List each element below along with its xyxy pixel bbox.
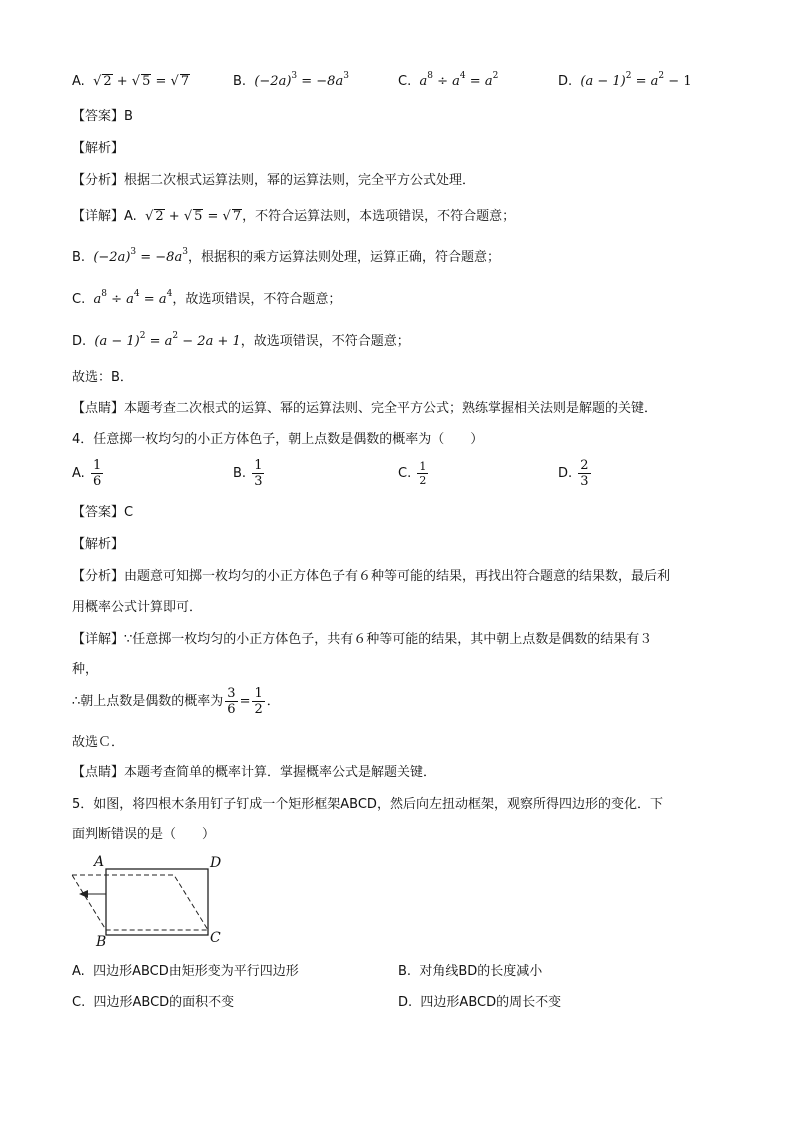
q5-option-d: D. 四边形ABCD的周长不变: [398, 995, 562, 1010]
answer-label: 【答案】: [72, 505, 125, 520]
q4-option-a: A. $\frac{1}{6}$: [72, 458, 102, 489]
vertex-label-b: B: [96, 934, 107, 950]
q3-option-c: C. $a^8 \div a^4 = a^2$: [398, 71, 499, 89]
answer-label: 【答案】: [72, 109, 125, 124]
q3-dianjing: 【点睛】本题考查二次根式的运算、幂的运算法则、完全平方公式；熟练掌握相关法则是解题的关键．: [72, 401, 658, 416]
q3-analysis-label: 【解析】: [72, 141, 125, 156]
q4-result: ∴朝上点数是偶数的概率为 $\frac{3}{6}$ = $\frac{1}{2}$ ．: [72, 686, 280, 717]
q3-option-a: A. √ 2 + √ 5 = √ 7: [72, 74, 190, 89]
q4-analysis-label: 【解析】: [72, 537, 125, 552]
vertex-label-c: C: [210, 930, 221, 946]
q4-xiangjie-line1: 【详解】∵任意掷一枚均匀的小正方体色子，共有６种等可能的结果，其中朝上点数是偶数的结果有３: [72, 632, 653, 647]
q4-answer: [72, 503, 133, 523]
q5-option-b: B. 对角线BD的长度减小: [398, 964, 543, 979]
q3-detail-a: 【详解】A. √ 2 + √ 5 = √ 7，不符合运算法则，本选项错误，不符合题意；: [72, 209, 516, 224]
q4-option-d: D. $\frac{2}{3}$: [558, 458, 589, 489]
q5-stem-line1: 5．如图，将四根木条用钉子钉成一个矩形框架ABCD，然后向左扭动框架，观察所得四边形的变化．下: [72, 797, 663, 812]
q3-choice: 故选：B．: [72, 370, 133, 385]
vertex-label-a: A: [94, 854, 105, 870]
q3-fenxi: 【分析】根据二次根式运算法则，幂的运算法则，完全平方公式处理．: [72, 173, 476, 188]
q3-option-b: B. $(-2a)^3 = -8a^3$: [233, 71, 349, 89]
q3-option-d: D. $(a - 1)^2 = a^2 - 1$: [558, 71, 692, 89]
rectangle-abcd: [106, 869, 208, 935]
q4-fenxi-line2: 用概率公式计算即可．: [72, 600, 203, 615]
q3-detail-c: C. $a^8 \div a^4 = a^4$，故选项错误，不符合题意；: [72, 289, 342, 307]
q3-detail-d: D. $(a - 1)^2 = a^2 - 2a + 1$，故选项错误，不符合题意；: [72, 331, 410, 349]
rectangle-parallelogram-figure: [66, 850, 236, 950]
q4-xiangjie-line2: 种，: [72, 662, 99, 677]
q3-detail-b: B. $(-2a)^3 = -8a^3$，根据积的乘方运算法则处理，运算正确，符合题意；: [72, 247, 500, 265]
q4-option-b: B. $\frac{1}{3}$: [233, 458, 263, 489]
answer-value: C: [124, 505, 134, 520]
q4-stem: 4．任意掷一枚均匀的小正方体色子，朝上点数是偶数的概率为（ ）: [72, 432, 484, 447]
q5-option-c: C. 四边形ABCD的面积不变: [72, 995, 235, 1010]
answer-value: B: [124, 109, 133, 124]
q5-option-a: A. 四边形ABCD由矩形变为平行四边形: [72, 964, 299, 979]
q4-fenxi-line1: 【分析】由题意可知掷一枚均匀的小正方体色子有６种等可能的结果，再找出符合题意的结果数，最后利: [72, 569, 671, 584]
q5-stem-line2: 面判断错误的是（ ）: [72, 827, 216, 842]
q4-dianjing: 【点睛】本题考查简单的概率计算．掌握概率公式是解题关键．: [72, 765, 437, 780]
q3-answer: [72, 107, 133, 127]
q4-choice: 故选Ｃ．: [72, 735, 125, 750]
arrow-head-icon: [79, 890, 88, 898]
parallelogram-dashed: [72, 875, 208, 930]
q4-option-c: C. $\frac{1}{2}$: [398, 460, 427, 487]
vertex-label-d: D: [210, 855, 222, 871]
